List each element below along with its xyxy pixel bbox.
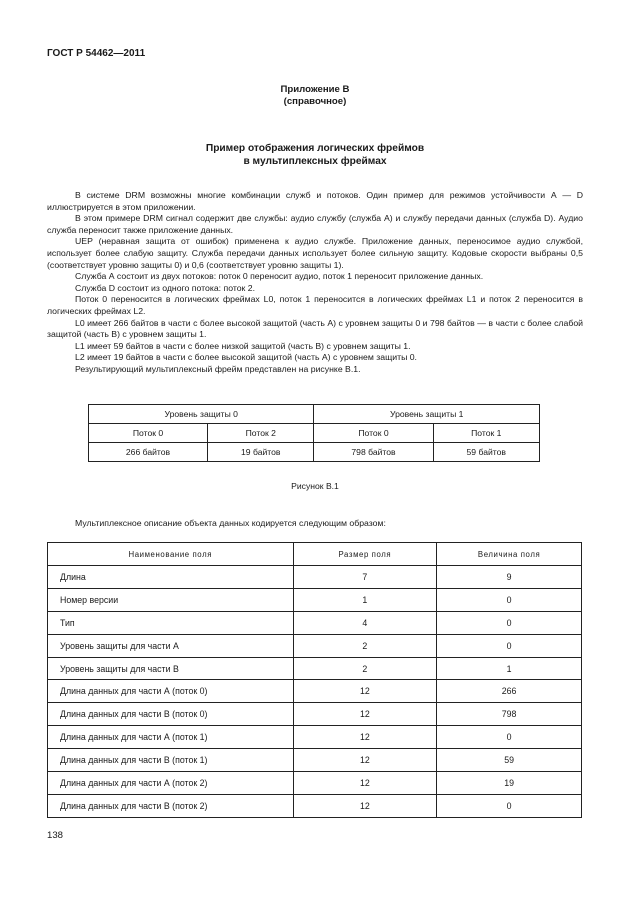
column-header-field-value: Величина поля bbox=[437, 543, 582, 566]
field-name-cell: Уровень защиты для части В bbox=[48, 657, 294, 680]
field-name-cell: Длина данных для части В (поток 1) bbox=[48, 749, 294, 772]
table-intro: Мультиплексное описание объекта данных кодируется следующим образом: bbox=[75, 518, 386, 528]
field-size-cell: 7 bbox=[293, 566, 437, 589]
body-text bbox=[47, 190, 583, 376]
field-value-cell: 0 bbox=[437, 611, 582, 634]
annex-heading-line-2: в мультиплексных фреймах bbox=[243, 156, 387, 167]
annex-heading-line-1: Пример отображения логических фреймов bbox=[205, 143, 425, 154]
paragraph: L0 имеет 266 байтов в части с более высокой защитой (часть А) с уровнем защиты 0 и 798 байтов — в части с более слабой защитой (часть В) с уровнем защиты 1. bbox=[47, 317, 583, 340]
figure-row-levels bbox=[89, 405, 540, 424]
paragraph: Служба А состоит из двух потоков: поток 0 переносит аудио, поток 1 переносит приложение данных. bbox=[75, 271, 484, 282]
table-row bbox=[48, 657, 582, 680]
protection-level-cell: Уровень защиты 0 bbox=[89, 405, 314, 424]
size-cell: 19 байтов bbox=[208, 443, 314, 462]
annex-type: (справочное) bbox=[283, 96, 347, 107]
field-size-cell: 12 bbox=[293, 794, 437, 817]
table-header-row bbox=[48, 543, 582, 566]
field-size-cell: 1 bbox=[293, 588, 437, 611]
stream-cell: Поток 0 bbox=[89, 424, 208, 443]
field-name-cell: Длина данных для части В (поток 0) bbox=[48, 703, 294, 726]
field-value-cell: 0 bbox=[437, 588, 582, 611]
size-cell: 59 байтов bbox=[433, 443, 539, 462]
field-size-cell: 2 bbox=[293, 634, 437, 657]
table-row bbox=[48, 726, 582, 749]
table-row bbox=[48, 680, 582, 703]
field-value-cell: 9 bbox=[437, 566, 582, 589]
figure-row-streams bbox=[89, 424, 540, 443]
paragraph: Служба D состоит из одного потока: поток 2. bbox=[75, 282, 256, 293]
table-row bbox=[48, 749, 582, 772]
paragraph: В этом примере DRM сигнал содержит две службы: аудио службу (служба А) и службу передачи данных (служба D). Аудио служба переносит также приложение данных. bbox=[47, 213, 583, 235]
page-number: 138 bbox=[47, 830, 64, 841]
field-size-cell: 12 bbox=[293, 726, 437, 749]
field-name-cell: Длина данных для части А (поток 0) bbox=[48, 680, 294, 703]
paragraph: L1 имеет 59 байтов в части с более низкой защитой (часть В) с уровнем защиты 1. bbox=[75, 340, 411, 351]
stream-cell: Поток 1 bbox=[433, 424, 539, 443]
table-row bbox=[48, 634, 582, 657]
field-size-cell: 12 bbox=[293, 772, 437, 795]
field-size-cell: 2 bbox=[293, 657, 437, 680]
annex-heading bbox=[0, 142, 630, 168]
field-value-cell: 0 bbox=[437, 794, 582, 817]
field-name-cell: Длина bbox=[48, 566, 294, 589]
stream-cell: Поток 0 bbox=[314, 424, 433, 443]
table-row bbox=[48, 588, 582, 611]
field-size-cell: 12 bbox=[293, 680, 437, 703]
field-size-cell: 12 bbox=[293, 703, 437, 726]
field-value-cell: 266 bbox=[437, 680, 582, 703]
multiplex-frame-figure bbox=[88, 404, 540, 462]
table-row bbox=[48, 611, 582, 634]
field-value-cell: 1 bbox=[437, 657, 582, 680]
table-row bbox=[48, 794, 582, 817]
field-name-cell: Длина данных для части В (поток 2) bbox=[48, 794, 294, 817]
table-row bbox=[48, 566, 582, 589]
paragraph: L2 имеет 19 байтов в части с более высокой защитой (часть А) с уровнем защиты 0. bbox=[75, 352, 417, 363]
field-value-cell: 0 bbox=[437, 634, 582, 657]
paragraph: В системе DRM возможны многие комбинации служб и потоков. Один пример для режимов устойчивости А — D иллюстрируется в этом приложении. bbox=[47, 190, 583, 212]
size-cell: 798 байтов bbox=[314, 443, 433, 462]
paragraph: UEP (неравная защита от ошибок) применена к аудио службе. Приложение данных, переносимое аудио службой, использует более слабую защиту. Служба передачи данных использует более сильную защиту. Кодовые скорости выбраны 0,5 (соответствует уровню защиты 0) и 0,6 (соответствует уровню защиты 1). bbox=[47, 236, 583, 270]
field-name-cell: Длина данных для части А (поток 1) bbox=[48, 726, 294, 749]
field-value-cell: 59 bbox=[437, 749, 582, 772]
stream-cell: Поток 2 bbox=[208, 424, 314, 443]
figure-row-sizes bbox=[89, 443, 540, 462]
table-row bbox=[48, 703, 582, 726]
protection-level-cell: Уровень защиты 1 bbox=[314, 405, 540, 424]
column-header-field-name: Наименование поля bbox=[48, 543, 294, 566]
size-cell: 266 байтов bbox=[89, 443, 208, 462]
data-object-table bbox=[47, 542, 582, 818]
field-name-cell: Номер версии bbox=[48, 588, 294, 611]
figure-caption: Рисунок В.1 bbox=[291, 481, 339, 491]
paragraph: Поток 0 переносится в логических фреймах L0, поток 1 переносится в логических фреймах L1 и поток 2 переносится в логических фреймах L2. bbox=[47, 294, 583, 316]
document-header: ГОСТ Р 54462—2011 bbox=[47, 48, 146, 59]
annex-title bbox=[0, 84, 630, 108]
field-value-cell: 0 bbox=[437, 726, 582, 749]
field-value-cell: 798 bbox=[437, 703, 582, 726]
field-name-cell: Уровень защиты для части А bbox=[48, 634, 294, 657]
field-name-cell: Тип bbox=[48, 611, 294, 634]
column-header-field-size: Размер поля bbox=[293, 543, 437, 566]
field-size-cell: 12 bbox=[293, 749, 437, 772]
annex-label: Приложение В bbox=[280, 84, 350, 95]
field-value-cell: 19 bbox=[437, 772, 582, 795]
paragraph: Результирующий мультиплексный фрейм представлен на рисунке В.1. bbox=[75, 363, 361, 374]
table-row bbox=[48, 772, 582, 795]
field-size-cell: 4 bbox=[293, 611, 437, 634]
field-name-cell: Длина данных для части А (поток 2) bbox=[48, 772, 294, 795]
